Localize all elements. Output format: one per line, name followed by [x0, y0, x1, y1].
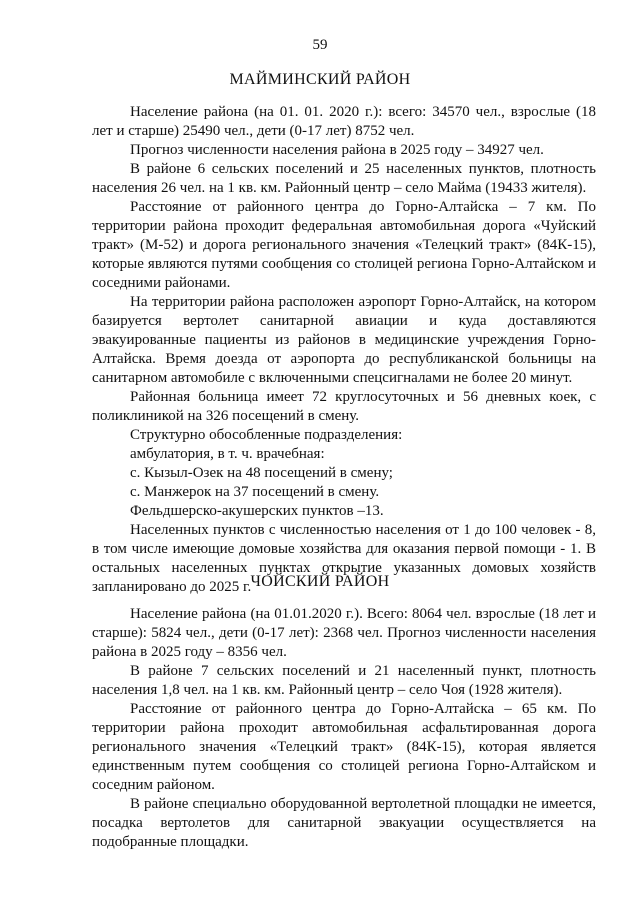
paragraph: с. Кызыл-Озек на 48 посещений в смену; — [130, 465, 393, 481]
paragraph: Прогноз численности населения района в 2025 году – 34927 чел. — [130, 142, 544, 158]
section-body-choysky — [92, 605, 596, 852]
paragraph: Районная больница имеет 72 круглосуточных и 56 дневных коек, с поликлиникой на 326 посещений в смену. — [92, 389, 596, 424]
paragraph: На территории района расположен аэропорт Горно-Алтайск, на котором базируется вертолет санитарной авиации и куда доставляются эвакуированные пациенты из районов в медицинские учреждения Горно-Алтайска. Время доезда от аэропорта до республиканской больницы на санитарном автомобиле с включенными спецсигналами не более 20 минут. — [92, 294, 596, 386]
paragraph: Население района (на 01. 01. 2020 г.): всего: 34570 чел., взрослые (18 лет и старше) 25490 чел., дети (0-17 лет) 8752 чел. — [92, 104, 596, 139]
section-body-mayminsky — [92, 103, 596, 597]
paragraph: с. Манжерок на 37 посещений в смену. — [130, 484, 380, 500]
paragraph: В районе специально оборудованной вертолетной площадки не имеется, посадка вертолетов для санитарной эвакуации осуществляется на подобранные площадки. — [92, 796, 596, 850]
paragraph: Расстояние от районного центра до Горно-Алтайска – 65 км. По территории района проходит автомобильная асфальтированная дорога регионального значения «Телецкий тракт» (84К-15), которая является единственным путем сообщения со столицей региона Горно-Алтайском и соседним районом. — [92, 701, 596, 793]
paragraph: В районе 7 сельских поселений и 21 населенный пункт, плотность населения 1,8 чел. на 1 кв. км. Районный центр – село Чоя (1928 жителя). — [92, 663, 596, 698]
paragraph: В районе 6 сельских поселений и 25 населенных пунктов, плотность населения 26 чел. на 1 кв. км. Районный центр – село Майма (19433 жителя). — [92, 161, 596, 196]
section-title-choysky: ЧОЙСКИЙ РАЙОН — [250, 573, 390, 590]
paragraph: Население района (на 01.01.2020 г.). Всего: 8064 чел. взрослые (18 лет и старше): 5824 чел., дети (0-17 лет): 2368 чел. Прогноз численности населения района в 2025 году – 8356 чел. — [92, 606, 596, 660]
paragraph: амбулатория, в т. ч. врачебная: — [130, 446, 325, 462]
paragraph: Населенных пунктов с численностью населения от 1 до 100 человек - 8, в том числе имеющие домовые хозяйства для оказания первой помощи - 1. В остальных населенных пунктах открытие указанных домовых хозяйств запланировано до 2025 г. — [92, 522, 596, 595]
page-number: 59 — [312, 37, 328, 53]
paragraph: Фельдшерско-акушерских пунктов –13. — [130, 503, 384, 519]
paragraph: Структурно обособленные подразделения: — [130, 427, 403, 443]
section-title-mayminsky: МАЙМИНСКИЙ РАЙОН — [229, 71, 411, 88]
paragraph: Расстояние от районного центра до Горно-Алтайска – 7 км. По территории района проходит федеральная автомобильная дорога «Чуйский тракт» (М-52) и дорога регионального значения «Телецкий тракт» (84К-15), которые являются путями сообщения со столицей региона Горно-Алтайском и соседними районами. — [92, 199, 596, 291]
